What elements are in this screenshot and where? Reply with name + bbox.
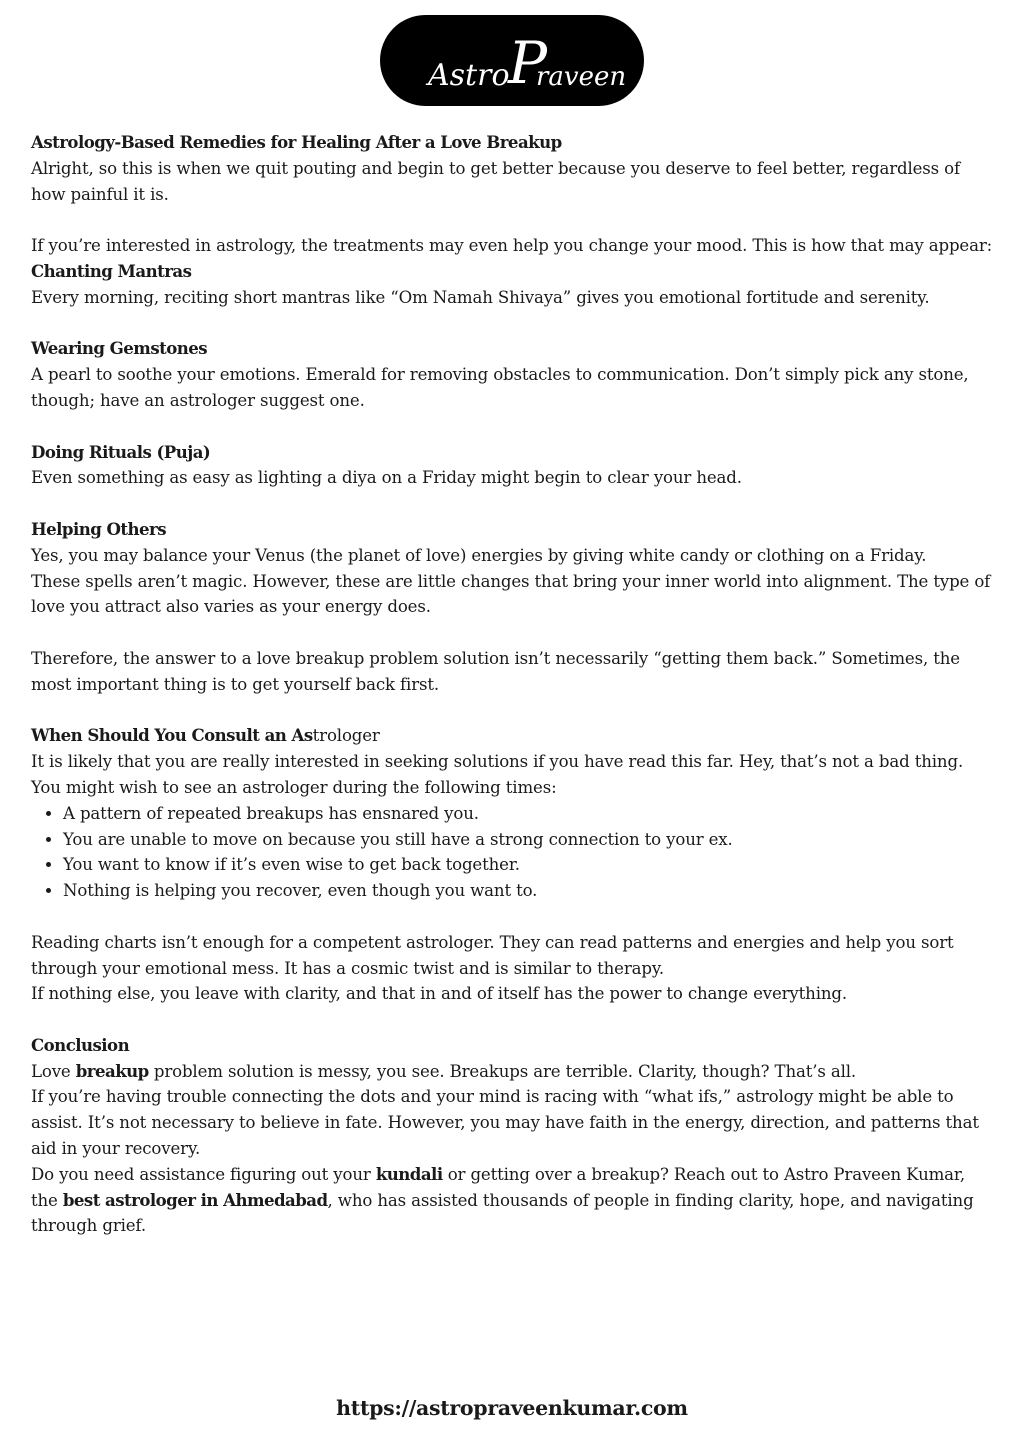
list-item: • You are unable to move on because you still have a strong connection to your ex.: [63, 827, 996, 853]
text-span: Love: [31, 1061, 76, 1081]
helping-text-2: These spells aren’t magic. However, these are little changes that bring your inner world into alignment. The type of love you attract also varies as your energy does.: [31, 571, 991, 617]
rituals-heading: Doing Rituals (Puja): [31, 441, 211, 462]
list-item: • Nothing is helping you recover, even though you want to.: [63, 878, 996, 904]
intro-paragraph: Alright, so this is when we quit pouting and begin to get better because you deserve to feel better, regardless of how painful it is.: [31, 158, 960, 204]
therefore-paragraph: Therefore, the answer to a love breakup problem solution isn’t necessarily “getting them back.” Sometimes, the most important thing is to get yourself back first.: [31, 648, 960, 694]
clarity-paragraph: If nothing else, you leave with clarity, and that in and of itself has the power to change everything.: [31, 984, 847, 1004]
logo-text-raveen: raveen: [536, 62, 627, 92]
helping-heading: Helping Others: [31, 518, 167, 539]
text-span: or getting over a breakup? Reach out to Astro Praveen Kumar, the: [31, 1164, 966, 1210]
conclusion-paragraph-3: [31, 1162, 996, 1239]
intro-paragraph-2: If you’re interested in astrology, the treatments may even help you change your mood. This is how that may appear:: [31, 236, 993, 256]
conclusion-paragraph-1: [31, 1059, 996, 1085]
best-astrologer-link[interactable]: best astrologer in Ahmedabad: [62, 1189, 328, 1210]
chanting-heading: Chanting Mantras: [31, 260, 192, 281]
list-item: • A pattern of repeated breakups has ensnared you.: [63, 801, 996, 827]
consult-list: [31, 801, 996, 904]
consult-text: It is likely that you are really interested in seeking solutions if you have read this far. Hey, that’s not a bad thing. You might wish to see an astrologer during the following times:: [31, 752, 964, 797]
conclusion-heading: Conclusion: [31, 1034, 130, 1055]
rituals-text: Even something as easy as lighting a diya on a Friday might begin to clear your head.: [31, 468, 742, 488]
gemstones-text: A pearl to soothe your emotions. Emerald for removing obstacles to communication. Don’t simply pick any stone, though; have an astrologer suggest one.: [31, 365, 969, 410]
text-span: problem solution is messy, you see. Breakups are terrible. Clarity, though? That’s all.: [148, 1061, 857, 1081]
consult-heading-bold: When Should You Consult an As: [31, 725, 313, 746]
article-body: [31, 130, 996, 1239]
text-span: , who has assisted thousands of people in finding clarity, hope, and navigating through grief.: [31, 1190, 974, 1236]
helping-text: Yes, you may balance your Venus (the planet of love) energies by giving white candy or clothing on a Friday.: [31, 545, 927, 565]
brand-logo: [380, 15, 644, 106]
chanting-text: Every morning, reciting short mantras like “Om Namah Shivaya” gives you emotional fortitude and serenity.: [31, 287, 930, 307]
consult-heading-rest: trologer: [312, 726, 380, 746]
footer-url[interactable]: https://astropraveenkumar.com: [336, 1396, 688, 1420]
kundali-link[interactable]: kundali: [375, 1163, 443, 1184]
article-title: Astrology-Based Remedies for Healing After a Love Breakup: [31, 132, 562, 152]
consult-heading: [31, 723, 996, 749]
logo-text-astro: Astro: [428, 58, 510, 93]
text-span: Do you need assistance figuring out your: [31, 1164, 376, 1184]
reading-paragraph: Reading charts isn’t enough for a competent astrologer. They can read patterns and energies and help you sort through your emotional mess. It has a cosmic twist and is similar to therapy.: [31, 932, 954, 978]
logo-letter-p: P: [508, 29, 548, 97]
list-item: • You want to know if it’s even wise to get back together.: [63, 852, 996, 878]
gemstones-heading: Wearing Gemstones: [31, 338, 208, 359]
conclusion-paragraph-2: If you’re having trouble connecting the dots and your mind is racing with “what ifs,” astrology might be able to assist. It’s not necessary to believe in fate. However, you may have faith in the energy, direction, and patterns that aid in your recovery.: [31, 1087, 979, 1159]
breakup-link[interactable]: breakup: [75, 1060, 149, 1081]
